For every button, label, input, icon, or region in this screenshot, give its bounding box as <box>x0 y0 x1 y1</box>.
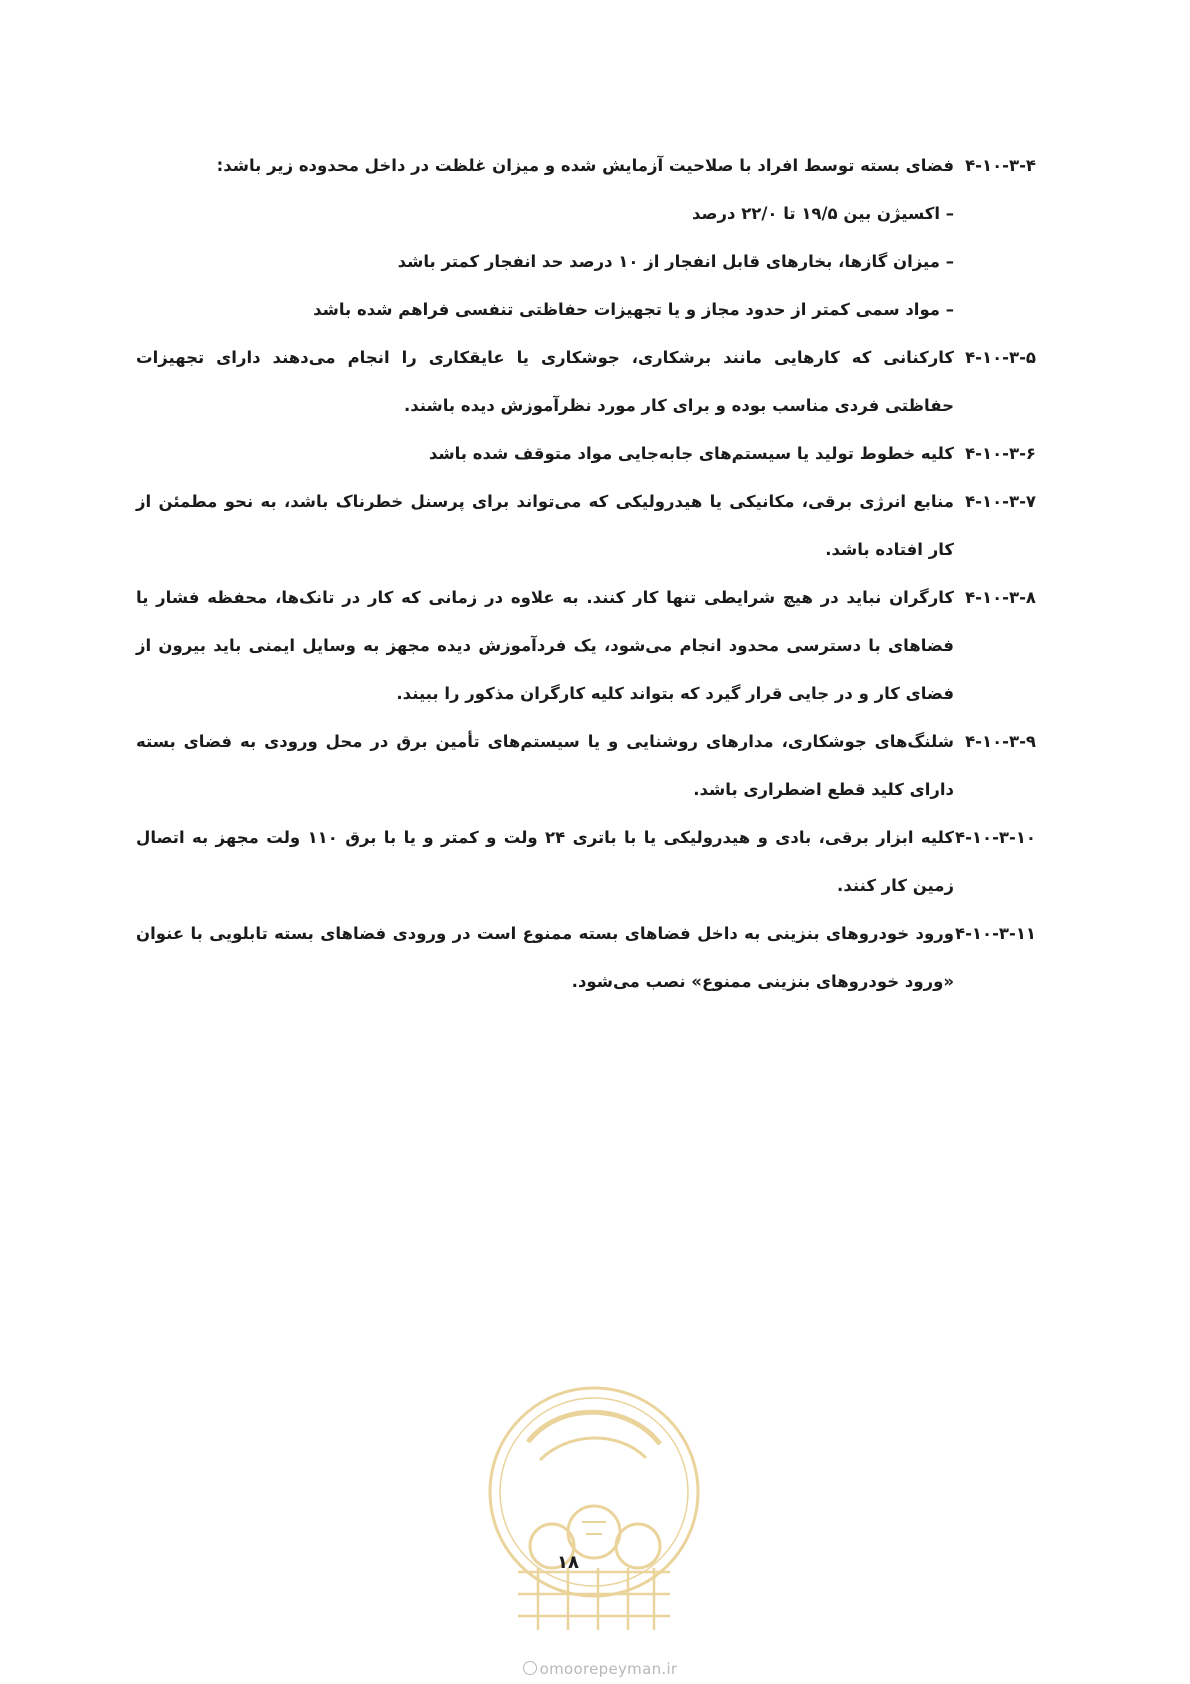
list-item: – مواد سمی کمتر از حدود مجاز و یا تجهیزات حفاظتی تنفسی فراهم شده باشد <box>313 300 954 319</box>
clause-text: ورود خودروهای بنزینی به داخل فضاهای بسته ممنوع است در ورودی فضاهای بسته تابلویی با عنوان «ورود خودروهای بنزینی ممنوع» نصب می‌شود. <box>136 924 954 991</box>
clause-number: ۴-۱۰-۳-۹ <box>965 732 1036 751</box>
clause-4-10-3-10 <box>136 814 1036 910</box>
clause-text: شلنگ‌های جوشکاری، مدارهای روشنایی و یا سیستم‌های تأمین برق در محل ورودی به فضای بسته دارای کلید قطع اضطراری باشد. <box>136 732 954 799</box>
list-item: – میزان گازها، بخارهای قابل انفجار از ۱۰ درصد حد انفجار کمتر باشد <box>397 252 954 271</box>
document-body <box>136 142 1036 1006</box>
footer-site-link[interactable] <box>490 1660 710 1678</box>
clause-4-10-3-5 <box>136 334 1036 430</box>
page-number: ۱۸ <box>557 1552 579 1573</box>
clause-4-10-3-6 <box>136 430 1036 478</box>
clause-number: ۴-۱۰-۳-۱۰ <box>955 828 1036 847</box>
clause-number: ۴-۱۰-۳-۵ <box>965 348 1036 367</box>
clause-4-10-3-4 <box>136 142 1036 334</box>
clause-number: ۴-۱۰-۳-۱۱ <box>955 924 1036 943</box>
clause-text: کلیه خطوط تولید یا سیستم‌های جابه‌جایی مواد متوقف شده باشد <box>428 444 954 463</box>
watermark-seal-icon <box>478 1372 710 1654</box>
clause-number: ۴-۱۰-۳-۶ <box>965 444 1036 463</box>
clause-text: کارگران نباید در هیچ شرایطی تنها کار کنند. به علاوه در زمانی که کار در تانک‌ها، محفظه فشار یا فضاهای با دسترسی محدود انجام می‌شود، یک فردآموزش دیده مجهز به وسایل ایمنی باید بیرون از فضای کار و در جایی قرار گیرد که بتواند کلیه کارگران مذکور را ببیند. <box>136 588 954 703</box>
clause-text: فضای بسته توسط افراد با صلاحیت آزمایش شده و میزان غلظت در داخل محدوده زیر باشد: <box>216 156 954 175</box>
clause-4-10-3-7 <box>136 478 1036 574</box>
globe-icon <box>523 1661 537 1675</box>
footer-site-text: omoorepeyman.ir <box>539 1660 678 1678</box>
clause-text: منابع انرژی برقی، مکانیکی یا هیدرولیکی که می‌تواند برای پرسنل خطرناک باشد، به نحو مطمئن از کار افتاده باشد. <box>136 492 954 559</box>
clause-text: کلیه ابزار برقی، بادی و هیدرولیکی یا با باتری ۲۴ ولت و کمتر و یا با برق ۱۱۰ ولت مجهز به اتصال زمین کار کنند. <box>136 828 954 895</box>
clause-number: ۴-۱۰-۳-۸ <box>965 588 1036 607</box>
clause-number: ۴-۱۰-۳-۷ <box>965 492 1036 511</box>
clause-4-10-3-9 <box>136 718 1036 814</box>
clause-4-10-3-11 <box>136 910 1036 1006</box>
clause-4-10-3-8 <box>136 574 1036 718</box>
clause-text: کارکنانی که کارهایی مانند برشکاری، جوشکاری یا عایقکاری را انجام می‌دهند دارای تجهیزات حفاظتی فردی مناسب بوده و برای کار مورد نظرآموزش دیده باشند. <box>136 348 954 415</box>
list-item: – اکسیژن بین ۱۹/۵ تا ۲۲/۰ درصد <box>692 204 954 223</box>
clause-number: ۴-۱۰-۳-۴ <box>965 156 1036 175</box>
